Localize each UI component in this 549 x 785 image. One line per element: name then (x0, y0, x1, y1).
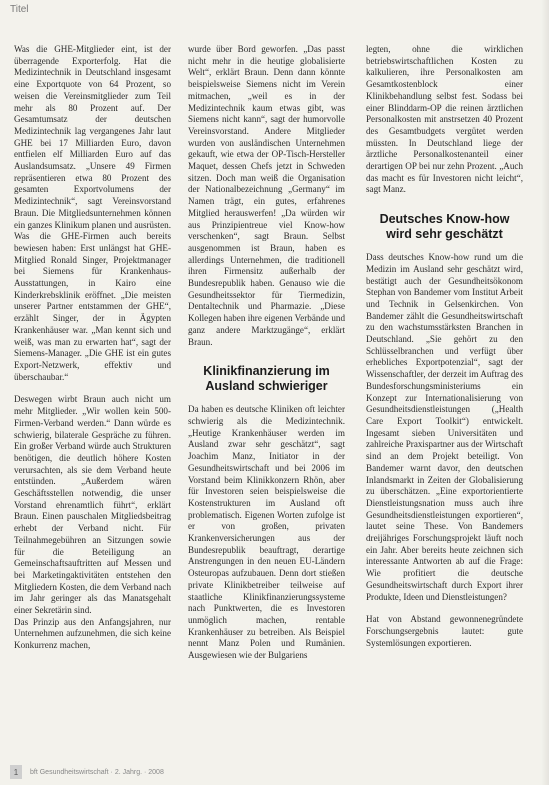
column-1 (14, 44, 171, 754)
subheading-klinikfinanzierung: Klinikfinanzierung im Ausland schwieriger (203, 364, 330, 394)
paragraph: Hat von Abstand gewonnenegründete Forschungsergebnis lautet: gute Systemlösungen exportieren. (366, 614, 523, 648)
page-number: 1 (10, 765, 22, 779)
paragraph: legten, ohne die wirklichen betriebswirtschaftlichen Kosten zu kalkulieren, ihre Personalkosten am Gesamtkostenblock einer Klinikbehandlung selbst fest. Sodass bei einer Blinddarm-OP die reinen ärztlichen Personalkosten mit anstrsetzen 40 Prozent des Gesamtbudgets vergütet werden müssten. In Deutschland liege der ärztliche Personalkostenanteil einer derartigen OP bei nur zehn Prozent. „Auch das macht es für Investoren nicht leicht“, sagt Manz. (366, 44, 523, 195)
paragraph: Dass deutsches Know-how rund um die Medizin im Ausland sehr geschätzt wird, bestätigt auch der Gesundheitsökonom Stephan von Bandemer vom Institut Arbeit und Technik in Gelsenkirchen. Von Bandemer zählt die Gesundheitswirtschaft zu den wachstumsstärksten Branchen in Deutschland. „Sie gehört zu den Schlüsselbranchen und verfügt über erhebliches Exportpotenzial“, sagt der Wissenschaftler, der derzeit im Auftrag des Bundesforschungsministeriums ein Konzept zur Internationalisierung von Gesundheitsdienstleistungen („Health Care Export Toolkit“) entwickelt. Ingesamt sieben Universitäten und zahlreiche Praxispartner aus der Wirtschaft sind an dem Projekt beteiligt. Von Bandemer warnt davor, den deutschen Inlandsmarkt in Zeiten der Globalisierung zu überschätzen. „Eine exportorientierte Dienstleistungsnation muss auch ihre Gesundheitsdienstleistungen exportieren“, lautet seine These. Von Bandemers dreijähriges Forschungsprojekt läuft noch ein Jahr. Aber bereits heute zeichnen sich interessante Antworten ab auf die Frage: Wie profitiert die deutsche Gesundheitswirtschaft durch Export ihrer Produkte, Ideen und Dienstleistungen? (366, 252, 523, 602)
paragraph: Das Prinzip aus den Anfangsjahren, nur Unternehmen aufzunehmen, die sich keine Konkurrenz machen, (14, 616, 171, 651)
paragraph: Da haben es deutsche Kliniken oft leichter schwierig als die Medizintechnik. „Heutige Krankenhäuser werden im Ausland zwar sehr geschätzt“, sagt Joachim Manz, Initiator in der Gesundheitswirtschaft und bei 2006 im Vorstand beim Klinikkonzern Rhön, aber für Investoren seien beispielsweise die Kostenstrukturen im Ausland oft problematisch. Eigenen Worten zufolge ist er von großen, privaten Krankenversicherungen aus der Bundesrepublik beauftragt, derartige Anstrengungen in den neuen EU-Ländern Osteuropas aufzubauen. Denn dort stießen private Klinikbetreiber teilweise auf staatliche Klinikfinanzierungssysteme nach Punktwerten, die es Investoren unmöglich machen, rentable Krankenhäuser zu betreiben. Als Beispiel nennt Manz Polen und Rumänien. Ausgewiesen wie der Bulgariens (188, 404, 345, 661)
paragraph: Was die GHE-Mitglieder eint, ist der überragende Exporterfolg. Hat die Medizintechnik in Deutschland insgesamt eine Exportquote von 64 Prozent, so weisen die Vereinsmitglieder zum Teil mehr als 80 Prozent auf. Der Gesamtumsatz der deutschen Medizintechnik lag vergangenes Jahr laut GHE bei 17 Milliarden Euro, davon entfielen elf Milliarden Euro auf das Auslandsumsatz. „Unsere 49 Firmen repräsentieren etwa 80 Prozent des gesamten Exportvolumens der Medizintechnik“, sagt Vereinsvorstand Braun. Die Mitgliedsunternehmen können ein ganzes Klinikum planen und ausrüsten. Was die GHE-Firmen auch bereits bewiesen haben: Erst unlängst hat GHE-Mitglied Ronald Singer, Projektmanager bei Siemens für Krankenhaus-Ausstattungen, in Kairo eine Kinderkrebsklinik eröffnet. „Die meisten unserer Partner entstammen der GHE“, erzählt Singer, der in Ägypten Krankenhäuser war. „Man kennt sich und weiß, was man zu erwarten hat“, sagt der Siemens-Manager. „Die GHE ist ein gutes Export-Netzwerk, effektiv und überschaubar.“ (14, 44, 171, 382)
column-2 (188, 44, 345, 754)
subheading-know-how: Deutsches Know-how wird sehr geschätzt (379, 212, 510, 242)
page-footer (10, 765, 164, 779)
publication-info: bft Gesundheitswirtschaft · 2. Jahrg. · 2008 (30, 768, 164, 776)
column-3 (366, 44, 523, 754)
scan-edge-shadow (541, 0, 549, 785)
paragraph: wurde über Bord geworfen. „Das passt nicht mehr in die heutige globalisierte Welt“, erklärt Braun. Denn dann könnte beispielsweise Siemens nicht im Verein mitmachen, „weil es in der Medizintechnik kaum etwas gibt, was Siemens nicht kann“, sagt der humorvolle Vereinsvorstand. Andere Mitglieder wurden von ausländischen Unternehmen gekauft, wie etwa der OP-Tisch-Hersteller Maquet, dessen Chefs jetzt in Schweden sitzen. Doch man weiß die Organisation der Nationalbezeichnung „Germany“ im Namen trägt, ein gutes, erfahrenes Mitglied herauswerfen! „Da würden wir aus Prinzipientreue viel Know-how verschenken“, sagt Braun. Selbst ausgenommen ist Braun, haben es allerdings Unternehmen, die traditionell ihren Firmensitz außerhalb der Bundesrepublik haben. Genauso wie die Gesundheitssektor für Tiermedizin, Dentaltechnik und Pharmazie. „Diese Kollegen haben ihre eigenen Verbände und ganz andere Marktzugänge“, erklärt Braun. (188, 44, 345, 347)
section-label: Titel (10, 4, 29, 15)
paragraph: Deswegen wirbt Braun auch nicht um mehr Mitglieder. „Wir wollen kein 500-Firmen-Verband werden.“ Dann würde es schwierig, bilaterale Gespräche zu führen. Ein großer Verband würde auch Strukturen benötigen, die deutlich höhere Kosten verursachten, als sie dem Verband heute entstünden. „Außerdem wären Geschäftsstellen notwendig, die unser Vorstand ehrenamtlich führt“, erklärt Braun. Einen pauschalen Mitgliedsbeitrag erhebt der Verband nicht. Für Teilnahmegebühren an Sitzungen sowie für die Beteiligung an Gemeinschaftsauftritten auf Messen und bei Marketingaktivitäten entstehen den Mitgliedern Kosten, die dem Verband nach im Jahr geringer als das Manatsgehalt einer Sekretärin sind. (14, 394, 171, 616)
